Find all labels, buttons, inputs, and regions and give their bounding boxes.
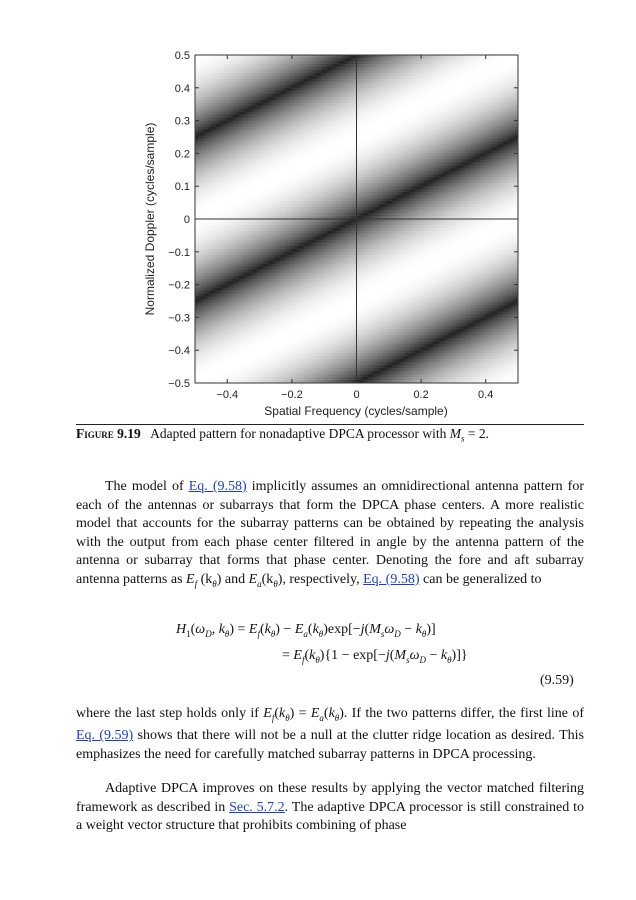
- figure-chart: [0, 0, 636, 425]
